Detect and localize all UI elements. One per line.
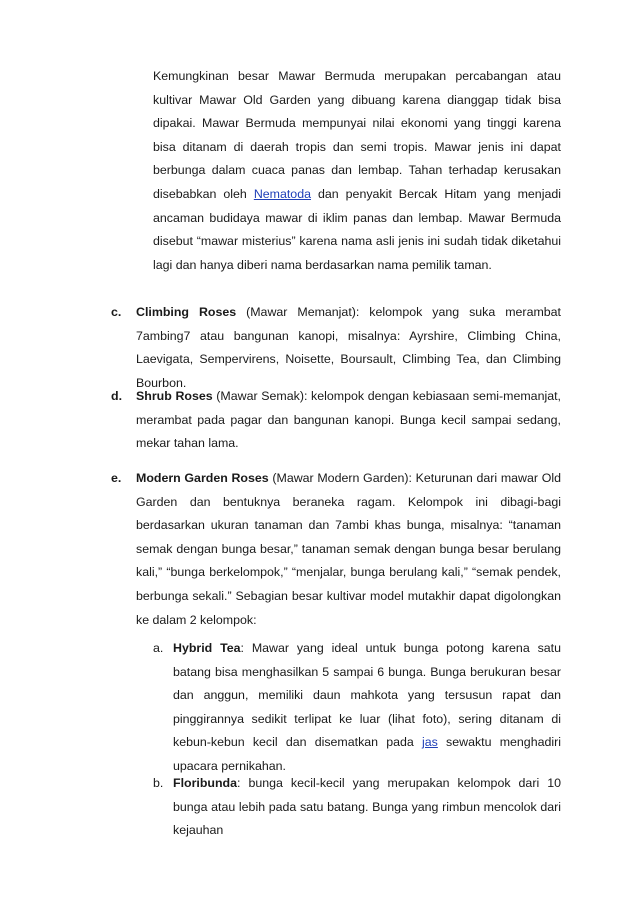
sublist-item-description-part-2: sewaktu menghadiri upacara pernikahan. (173, 735, 562, 773)
term-hybrid-tea: Hybrid Tea (173, 641, 241, 655)
term-shrub-roses: Shrub Roses (136, 389, 213, 403)
jas-link[interactable]: jas (422, 735, 438, 750)
sublist-item-text (173, 772, 561, 843)
sublist-item-text (173, 637, 561, 779)
intro-text (153, 65, 561, 277)
list-item-climbing-roses (111, 301, 561, 395)
list-item-description: (Mawar Semak): kelompok dengan kebiasaan semi-memanjat, merambat pada pagar dan bangunan kanopi. Bunga kecil sampai sedang, mekar tahan lama. (136, 389, 561, 451)
list-item-description: (Mawar Memanjat): kelompok yang suka merambat 7ambing7 atau bangunan kanopi, misalnya: Ayrshire, Climbing China, Laevigata, Sempervirens, Noisette, Boursault, Climbing Tea, dan Climbing Bourbon. (136, 305, 562, 390)
list-marker: c. (111, 305, 122, 319)
sublist-item-hybrid-tea (153, 637, 561, 779)
sublist-item-description-part-1: : bunga kecil-kecil yang merupakan kelompok dari 10 bunga atau lebih pada satu batang. Bunga yang rimbun mencolok dari kejauhan (173, 776, 561, 838)
nematoda-link[interactable]: Nematoda (253, 186, 311, 201)
list-item-text (136, 385, 561, 456)
sublist-marker: a. (153, 641, 164, 655)
sublist-item-floribunda (153, 772, 561, 843)
list-marker: e. (111, 471, 122, 485)
list-item-text (136, 301, 561, 395)
list-item-text (136, 467, 561, 632)
term-climbing-roses: Climbing Roses (136, 305, 237, 319)
term-floribunda: Floribunda (173, 776, 238, 790)
intro-text-part-1: Kemungkinan besar Mawar Bermuda merupakan percabangan atau kultivar Mawar Old Garden yang dibuang karena dianggap tidak bisa dipakai. Mawar Bermuda mempunyai nilai ekonomi yang tinggi karena bisa ditanam di daerah tropis dan semi tropis. Mawar jenis ini dapat berbunga dalam cuaca panas dan lembap. Tahan terhadap kerusakan disebabkan oleh (153, 69, 561, 201)
intro-text-part-2: dan penyakit Bercak Hitam yang menjadi ancaman budidaya mawar di iklim panas dan lembap. Mawar Bermuda disebut “mawar misterius” karena nama asli jenis ini sudah tidak diketahui lagi dan hanya diberi nama berdasarkan nama pemilik taman. (153, 186, 561, 272)
list-item-modern-garden-roses (111, 467, 561, 632)
term-modern-garden-roses: Modern Garden Roses (136, 471, 269, 485)
list-item-shrub-roses (111, 385, 561, 456)
sublist-item-description-part-1: : Mawar yang ideal untuk bunga potong karena satu batang bisa menghasilkan 5 sampai 6 bunga. Bunga berukuran besar dan anggun, memiliki daun mahkota yang tersusun rapat dan pinggirannya sedikit terlipat ke luar (lihat foto), sering ditanam di kebun-kebun kecil dan disematkan pada (173, 641, 561, 750)
sublist-marker: b. (153, 776, 164, 790)
list-item-description: (Mawar Modern Garden): Keturunan dari mawar Old Garden dan bentuknya beraneka ragam. Kelompok ini dibagi-bagi berdasarkan ukuran tanaman dan 7ambi khas bunga, misalnya: “tanaman semak dengan bunga besar,” tanaman semak dengan bunga besar berulang kali,” “bunga berkelompok,” “menjalar, bunga berulang kali,” “semak pendek, berbunga sekali.” Sebagian besar kultivar model mutakhir dapat digolongkan ke dalam 2 kelompok: (136, 471, 561, 627)
list-marker: d. (111, 389, 123, 403)
intro-paragraph (153, 65, 561, 277)
